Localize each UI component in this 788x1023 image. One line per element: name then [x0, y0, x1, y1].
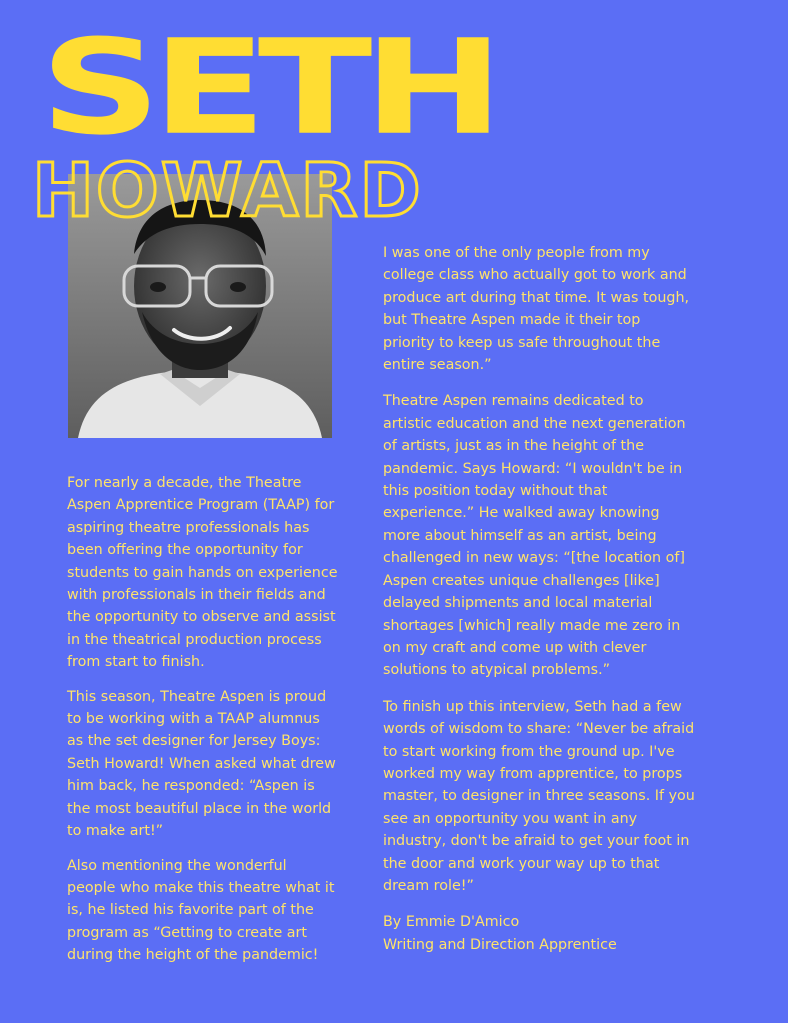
wisdom-paragraph: To finish up this interview, Seth had a few words of wisdom to share: “Never be afraid to start working from the ground up. I've worked my way from apprentice, to props master, to designer in three seasons. If you see an opportunity you want in any industry, don't be afraid to get your foot in the door and work your way up to that dream role!”	[383, 698, 695, 894]
byline-role: Writing and Direction Apprentice	[383, 936, 617, 953]
byline-author: By Emmie D'Amico	[383, 914, 520, 931]
byline	[383, 911, 695, 956]
quote-continued-paragraph: I was one of the only people from my college class who actually got to work and produce art during that time. It was tough, but Theatre Aspen made it their top priority to keep us safe throughout the entire season.”	[383, 245, 690, 374]
favorite-part-paragraph: Also mentioning the wonderful people who make this theatre what it is, he listed his favorite part of the program as “Getting to create art during the height of the pandemic!	[67, 857, 335, 964]
left-column	[67, 472, 339, 979]
season-paragraph: This season, Theatre Aspen is proud to be working with a TAAP alumnus as the set designer for Jersey Boys: Seth Howard! When asked what drew him back, he responded: “Aspen is the most beautiful place in the world to make art!”	[67, 688, 336, 840]
right-column	[383, 242, 695, 956]
education-paragraph: Theatre Aspen remains dedicated to artistic education and the next generation of artists, just as in the height of the pandemic. Says Howard: “I wouldn't be in this position today without that experience.” He walked away knowing more about himself as an artist, being challenged in new ways: “[the location of] Aspen creates unique challenges [like] delayed shipments and local material shortages [which] really made me zero in on my craft and come up with clever solutions to atypical problems.”	[383, 393, 686, 679]
title-first-name: SETH	[40, 11, 495, 164]
title-last-name: HOWARD	[32, 148, 423, 234]
intro-paragraph: For nearly a decade, the Theatre Aspen Apprentice Program (TAAP) for aspiring theatre professionals has been offering the opportunity for students to gain hands on experience with professionals in their fields and the opportunity to observe and assist in the theatrical production process from start to finish.	[67, 475, 338, 671]
